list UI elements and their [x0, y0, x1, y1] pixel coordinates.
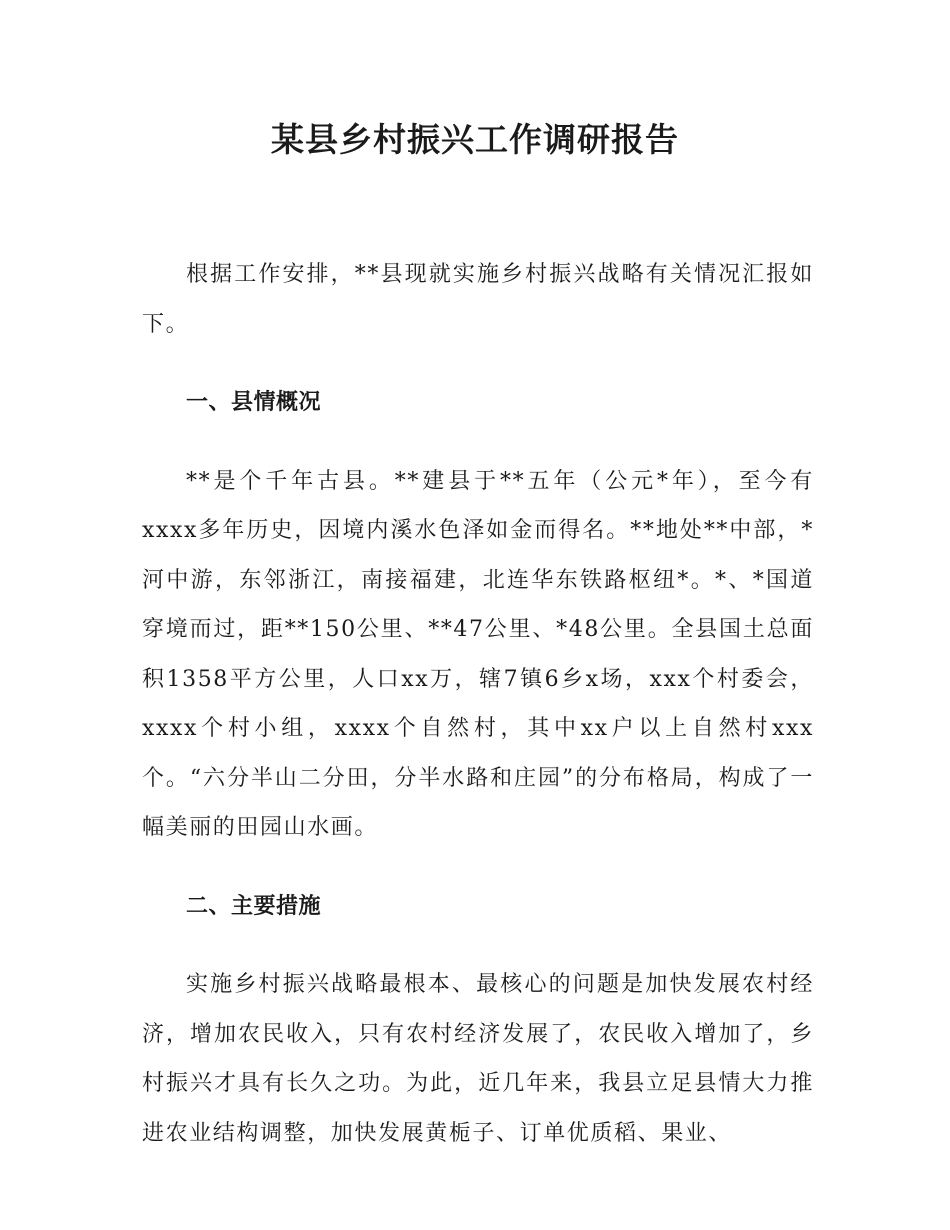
section-heading-overview: 一、县情概况: [186, 390, 322, 415]
document-title: 某县乡村振兴工作调研报告: [271, 120, 679, 159]
measures-paragraph: 实施乡村振兴战略最根本、最核心的问题是加快发展农村经济，增加农民收入，只有农村经济发展了，农民收入增加了，乡村振兴才具有长久之功。为此，近几年来，我县立足县情大力推进农业结构调整，加快发展黄栀子、订单优质稻、果业、: [142, 972, 814, 1146]
section-heading-measures: 二、主要措施: [186, 893, 322, 919]
overview-paragraph: **是个千年古县。**建县于**五年（公元*年），至今有xxxx多年历史，因境内溪水色泽如金而得名。**地处**中部，*河中游，东邻浙江，南接福建，北连华东铁路枢纽*。*、*国道穿境而过，距**150公里、**47公里、*48公里。全县国土总面积1358平方公里，人口xx万，辖7镇6乡x场，xxx个村委会，xxxx个村小组，xxxx个自然村，其中xx户以上自然村xxx个。“六分半山二分田，分半水路和庄园”的分布格局，构成了一幅美丽的田园山水画。: [142, 468, 814, 840]
intro-paragraph: 根据工作安排，**县现就实施乡村振兴战略有关情况汇报如下。: [142, 262, 814, 337]
document-body: [142, 250, 814, 1158]
